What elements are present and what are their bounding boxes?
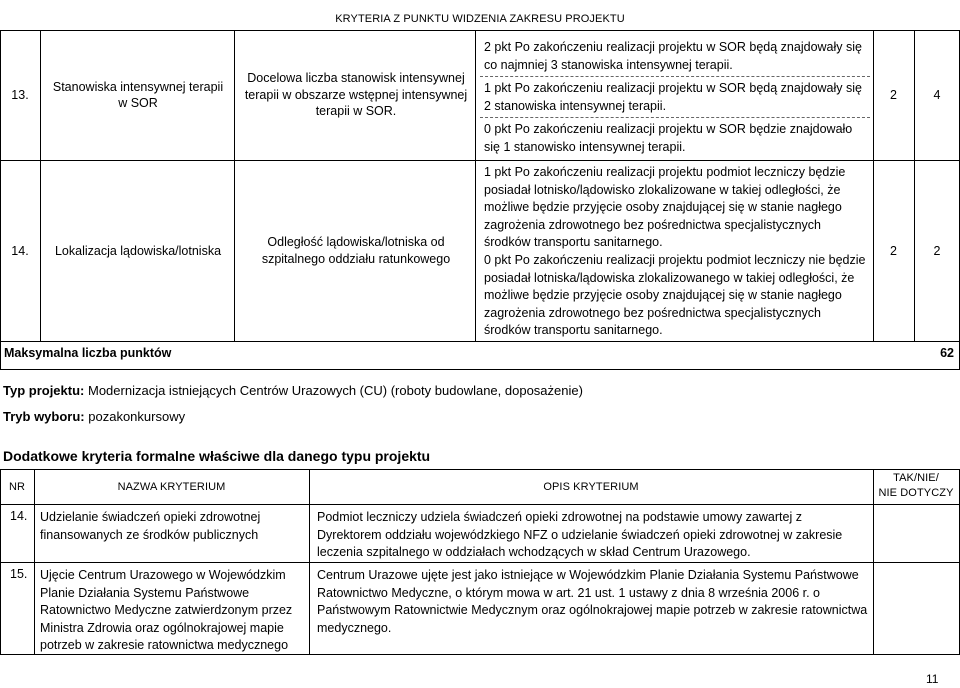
selection-mode [3,409,185,424]
project-type [3,383,583,398]
selection-mode-label: Tryb wyboru: [3,409,85,424]
scope-criteria-header: KRYTERIA Z PUNKTU WIDZENIA ZAKRESU PROJEKTU [335,13,625,25]
criterion-max-points: 2 [933,243,941,258]
page-number: 11 [926,672,939,686]
criterion-number: 14. [10,509,28,523]
project-type-label: Typ projektu: [3,383,85,398]
criterion-weight: 2 [890,243,897,258]
criterion-description: Podmiot leczniczy udziela świadczeń opieki zdrowotnej na podstawie umowy zawartej z Dyrektorem oddziału wojewódzkiego NFZ o udzielanie świadczeń opieki zdrowotnej w zakresie leczenia szpitalnego w oddziałach wchodzących w skład Centrum Urazowego. [317,510,843,559]
scoring-option: 1 pkt Po zakończeniu realizacji projektu w SOR będą znajdowały się 2 stanowiska intensywnej terapii. [484,81,862,113]
criterion-definition: Docelowa liczba stanowisk intensywnej terapii w obszarze wstępnej intensywnej terapii w SOR. [244,71,468,119]
selection-mode-value: pozakonkursowy [88,409,186,424]
column-header-yes-no-line-2: NIE DOTYCZY [878,487,954,499]
total-points-value: 62 [940,346,954,360]
column-header-yes-no-line-1: TAK/NIE/ [893,472,939,484]
section-title: Dodatkowe kryteria formalne właściwe dla danego typu projektu [3,448,431,464]
criterion-definition: Odległość lądowiska/lotniska od szpitalnego oddziału ratunkowego [261,235,451,266]
criterion-name: Lokalizacja lądowiska/lotniska [54,243,222,258]
criterion-name: Stanowiska intensywnej terapii w SOR [52,80,224,110]
criterion-max-points: 4 [933,88,941,102]
criterion-description: Centrum Urazowe ujęte jest jako istniejące w Wojewódzkim Planie Działania Systemu Państwowe Ratownictwo Medyczne, o którym mowa w art. 21 ust. 1 ustawy z dnia 8 września 2006 r. o Państwowym Ratownictwie Medycznym oraz ogólnokrajowej mapie potrzeb w zakresie ratownictwa medycznego. [317,568,868,635]
criterion-name: Udzielanie świadczeń opieki zdrowotnej finansowanych ze środków publicznych [40,510,261,542]
criterion-weight: 2 [890,88,897,102]
scoring-option: 0 pkt Po zakończeniu realizacji projektu podmiot leczniczy nie będzie posiadał lotniska/lądowiska zlokalizowanego w takiej odległości, że możliwe będzie przyjęcie osoby znajdującej się w stanie nagłego zagrożenia zdrowotnego bez pośrednictwa specjalistycznych środków transportu sanitarnego. [484,253,866,337]
scoring-option: 1 pkt Po zakończeniu realizacji projektu podmiot leczniczy będzie posiadał lotnisko/lądowisko zlokalizowane w takiej odległości, że możliwe będzie przyjęcie osoby znajdującej się w stanie nagłego zagrożenia zdrowotnego bez pośrednictwa specjalistycznych środków transportu sanitarnego. [484,165,846,249]
criterion-number: 14. [11,243,29,258]
column-header-description: OPIS KRYTERIUM [543,480,639,493]
scoring-option: 0 pkt Po zakończeniu realizacji projektu w SOR będzie znajdowało się 1 stanowisko intensywnej terapii. [484,122,853,154]
column-header-nr: NR [8,480,26,493]
total-points-label: Maksymalna liczba punktów [4,346,172,360]
column-header-name: NAZWA KRYTERIUM [117,480,226,493]
scoring-option: 2 pkt Po zakończeniu realizacji projektu w SOR będą znajdowały się co najmniej 3 stanowiska intensywnej terapii. [484,40,862,72]
column-header-yes-no [873,471,959,501]
criterion-name: Ujęcie Centrum Urazowego w Wojewódzkim Planie Działania Systemu Państwowe Ratownictwo Medyczne zatwierdzonym przez Ministra Zdrowia oraz ogólnokrajowej mapie potrzeb w zakresie ratownictwa medycznego [40,568,293,652]
criterion-number: 15. [10,567,28,581]
project-type-value: Modernizacja istniejących Centrów Urazowych (CU) (roboty budowlane, doposażenie) [88,383,583,398]
criterion-number: 13. [11,88,29,102]
